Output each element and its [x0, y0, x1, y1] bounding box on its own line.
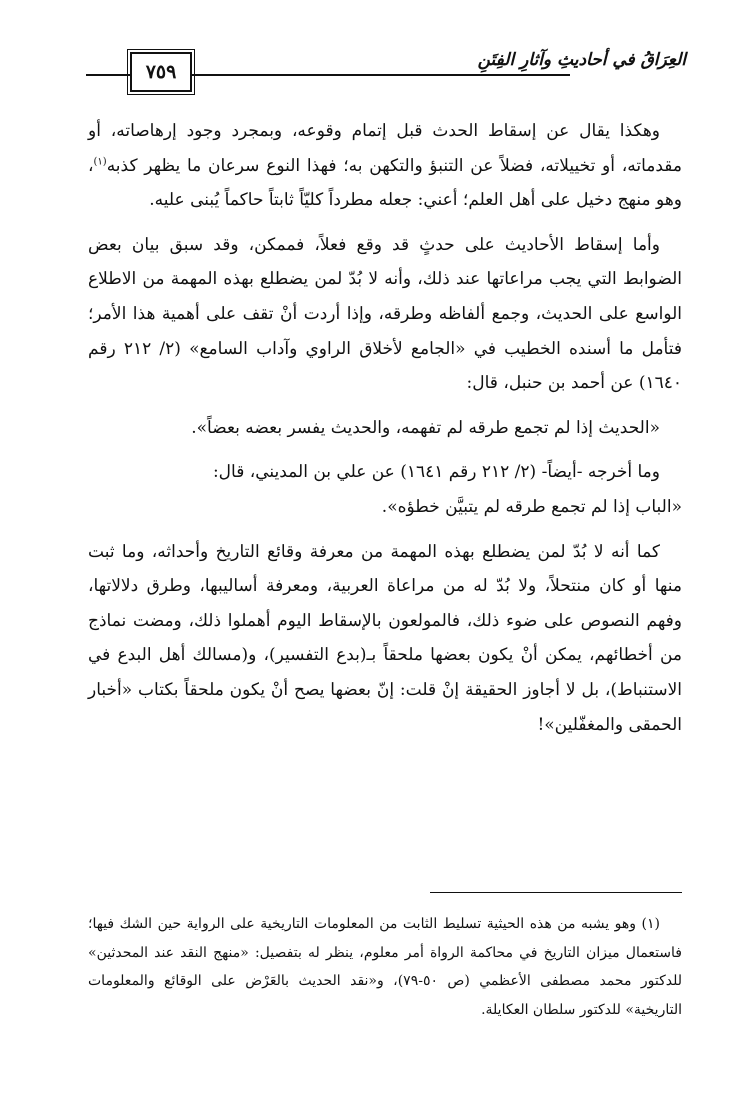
paragraph-3: وما أخرجه -أيضاً- (٢/ ٢١٢ رقم ١٦٤١) عن علي بن المديني، قال:: [212, 462, 660, 483]
footnote-reference: (١): [93, 155, 107, 167]
paragraph-1-text: وهكذا يقال عن إسقاط الحدث قبل إتمام وقوعه، وبمجرد وجود إرهاصاته، أو مقدماته، أو تخييلاته، فضلاً عن التنبؤ والتكهن به؛ فهذا النوع سرعان ما يظهر كذبه: [88, 121, 682, 176]
page-number: ٧٥٩: [130, 52, 192, 92]
header-rule-middle: [192, 74, 570, 76]
footnote-separator: [430, 892, 682, 893]
quote-1: «الحديث إذا لم تجمع طرقه لم تفهمه، والحديث يفسر بعضه بعضاً».: [191, 417, 660, 438]
paragraph-2: وأما إسقاط الأحاديث على حدثٍ قد وقع فعلاً، فممكن، وقد سبق بيان بعض الضوابط التي يجب مراعاتها عند ذلك، وأنه لا بُدّ لمن يضطلع بهذه المهمة من الاطلاع الواسع على الحديث، وجمع ألفاظه وطرقه، وإذا أردت أنْ تقف على أهمية هذا الأمر؛ فتأمل ما أسنده الخطيب في «الجامع لأخلاق الراوي وآداب السامع» (٢/ ٢١٢ رقم ١٦٤٠) عن أحمد بن حنبل، قال:: [88, 234, 682, 394]
page-header: [86, 46, 684, 102]
quote-2: «الباب إذا لم تجمع طرقه لم يتبيَّن خطؤه».: [381, 496, 682, 517]
main-text: [88, 114, 682, 752]
paragraph-1-tail: ، وهو منهج دخيل على أهل العلم؛ أعني: جعله مطرداً كليّاً ثابتاً حاكماً يُبنى عليه.: [88, 155, 682, 211]
footnotes: [88, 910, 682, 1024]
running-title: العِرَاقُ في أحاديثِ وآثارِ الفِتَنِ: [477, 50, 686, 70]
paragraph-4: كما أنه لا بُدّ لمن يضطلع بهذه المهمة من معرفة وقائع التاريخ وأحداثه، وما ثبت منها أو كان منتحلاً، ولا بُدّ له من مراعاة العربية، ومعرفة أساليبها، وطرق دلالاتها، وفهم النصوص على ضوء ذلك، فالمولعون بالإسقاط اليوم أهملوا ذلك، ومضت نماذج من أخطائهم، يمكن أنْ يكون بعضها ملحقاً بـ(بدع التفسير)، و(مسالك أهل البدع في الاستنباط)، بل لا أجاوز الحقيقة إنْ قلت: إنّ بعضها يصح أنْ يكون ملحقاً بكتاب «أخبار الحمقى والمغفّلين»!: [88, 541, 682, 735]
header-rule-left: [86, 74, 132, 76]
footnote-1: (١) وهو يشبه من هذه الحيثية تسليط الثابت من المعلومات التاريخية على الرواية حين الشك فيها؛ فاستعمال ميزان التاريخ في محاكمة الرواة أمر معلوم، ينظر له بتفصيل: «منهج النقد عند المحدثين» للدكتور محمد مصطفى الأعظمي (ص ٥٠-٧٩)، و«نقد الحديث بالعَرْض على الوقائع والمعلومات التاريخية» للدكتور سلطان العكايلة.: [88, 916, 682, 1018]
paragraph-1: [88, 114, 682, 218]
